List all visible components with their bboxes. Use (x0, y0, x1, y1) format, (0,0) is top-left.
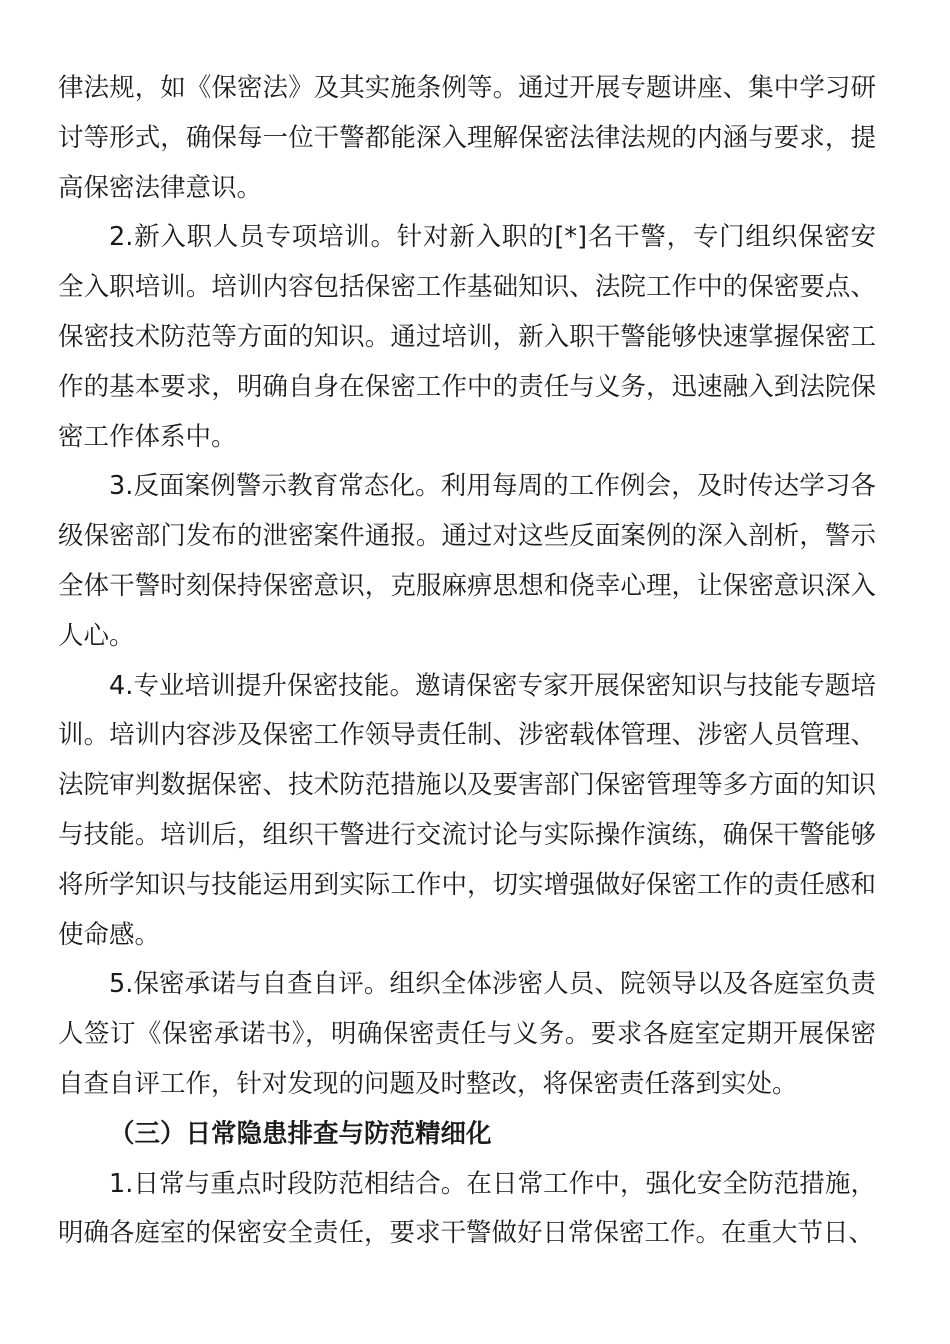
paragraph-professional-training: 4.专业培训提升保密技能。邀请保密专家开展保密知识与技能专题培训。培训内容涉及保密工作领导责任制、涉密载体管理、涉密人员管理、法院审判数据保密、技术防范措施以及要害部门保密管理等多方面的知识与技能。培训后，组织干警进行交流讨论与实际操作演练，确保干警能够将所学知识与技能运用到实际工作中，切实增强做好保密工作的责任感和使命感。 (58, 670, 876, 950)
paragraph-warning-education: 3.反面案例警示教育常态化。利用每周的工作例会，及时传达学习各级保密部门发布的泄密案件通报。通过对这些反面案例的深入剖析，警示全体干警时刻保持保密意识，克服麻痹思想和侥幸心理，让保密意识深入人心。 (58, 471, 876, 651)
section-heading: （三）日常隐患排查与防范精细化 (109, 1118, 492, 1149)
paragraph-new-staff-training: 2.新入职人员专项培训。针对新入职的[*]名干警，专门组织保密安全入职培训。培训内容包括保密工作基础知识、法院工作中的保密要点、保密技术防范等方面的知识。通过培训，新入职干警能够快速掌握保密工作的基本要求，明确自身在保密工作中的责任与义务，迅速融入到法院保密工作体系中。 (58, 222, 876, 452)
paragraph-daily-prevention: 1.日常与重点时段防范相结合。在日常工作中，强化安全防范措施，明确各庭室的保密安全责任，要求干警做好日常保密工作。在重大节日、 (58, 1168, 876, 1249)
document-page (58, 64, 876, 1259)
paragraph-continuation: 律法规，如《保密法》及其实施条例等。通过开展专题讲座、集中学习研讨等形式，确保每一位干警都能深入理解保密法律法规的内涵与要求，提高保密法律意识。 (58, 73, 876, 203)
paragraph-commitment-self-check: 5.保密承诺与自查自评。组织全体涉密人员、院领导以及各庭室负责人签订《保密承诺书》，明确保密责任与义务。要求各庭室定期开展保密自查自评工作，针对发现的问题及时整改，将保密责任落到实处。 (58, 969, 876, 1099)
